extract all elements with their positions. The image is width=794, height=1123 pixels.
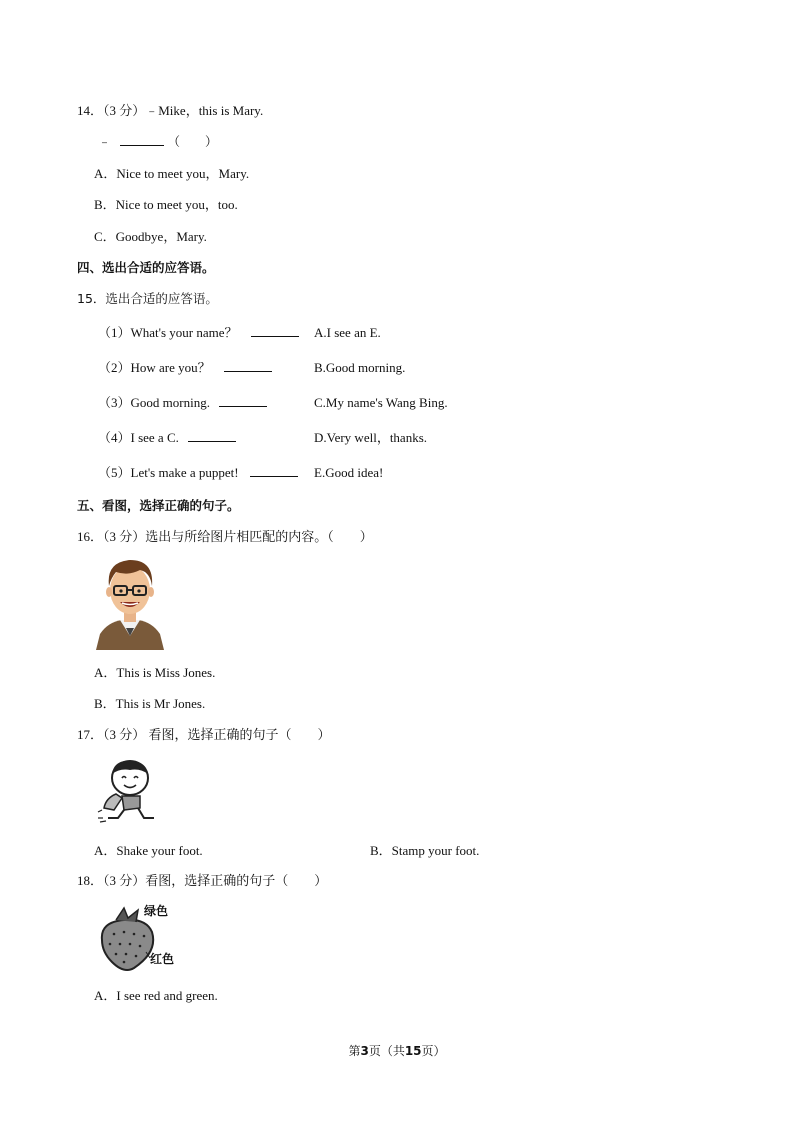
boy-stamping-foot-icon (94, 758, 158, 824)
strawberry-image (94, 902, 184, 974)
q15-left-5-text: （5）Let's make a puppet! (98, 465, 239, 480)
q15-right-b: B.Good morning. (314, 360, 406, 375)
q14-option-c: C．Goodbye，Mary. (94, 229, 207, 244)
q14-blank[interactable] (120, 133, 164, 146)
q14-dash: ﹣ (98, 134, 112, 149)
q15-left-4 (98, 429, 236, 447)
man-with-glasses-image (94, 556, 166, 650)
q15-left-4-text: （4）I see a C. (98, 430, 179, 445)
q15-left-3 (98, 394, 267, 412)
q14-paren: （ ） (167, 134, 218, 149)
footer-mid: 页（共 (368, 1044, 405, 1058)
q18-stem: 18．（3 分）看图，选择正确的句子（ ） (77, 873, 328, 888)
q18-option-a: A．I see red and green. (94, 988, 218, 1003)
q15-right-a: A.I see an E. (314, 325, 381, 340)
q15-right-d: D.Very well，thanks. (314, 430, 428, 445)
footer-prefix: 第 (348, 1044, 361, 1058)
q15-left-1 (98, 324, 299, 342)
q15-left-2 (98, 359, 272, 377)
section4-heading: 四、选出合适的应答语。 (77, 260, 215, 275)
footer-page-number: 3 (360, 1044, 369, 1058)
q15-blank-3[interactable] (219, 394, 267, 407)
q15-left-2-text: （2）How are you？ (98, 360, 211, 375)
man-portrait-icon (94, 556, 166, 650)
q15-blank-1[interactable] (251, 324, 299, 337)
q16-option-a: A．This is Miss Jones. (94, 665, 216, 680)
q15-right-c: C.My name's Wang Bing. (314, 395, 448, 410)
q14-stem: 14．（3 分）﹣Mike，this is Mary. (77, 103, 264, 118)
page-footer (0, 1042, 794, 1059)
q14-option-a: A．Nice to meet you，Mary. (94, 166, 250, 181)
q16-option-b: B．This is Mr Jones. (94, 696, 206, 711)
q17-option-a: A．Shake your foot. (94, 843, 203, 858)
q15-blank-2[interactable] (224, 359, 272, 372)
strawberry-label-red: 红色 (150, 952, 175, 966)
q15-left-1-text: （1）What's your name？ (98, 325, 238, 340)
footer-total-pages: 15 (404, 1044, 422, 1058)
q16-stem: 16．（3 分）选出与所给图片相匹配的内容。（ ） (77, 529, 373, 544)
q14-answer-line (98, 133, 218, 151)
q17-stem: 17．（3 分） 看图，选择正确的句子（ ） (77, 727, 331, 742)
q15-left-3-text: （3）Good morning. (98, 395, 210, 410)
q15-blank-4[interactable] (188, 429, 236, 442)
boy-stamping-image (94, 758, 158, 824)
footer-suffix: 页） (421, 1044, 446, 1058)
q14-option-b: B．Nice to meet you，too. (94, 197, 238, 212)
q17-option-b: B．Stamp your foot. (370, 843, 480, 858)
q15-blank-5[interactable] (250, 464, 298, 477)
q15-right-e: E.Good idea! (314, 465, 384, 480)
strawberry-label-green: 绿色 (144, 904, 169, 918)
q15-left-5 (98, 464, 298, 482)
q15-stem: 15．选出合适的应答语。 (77, 291, 218, 306)
section5-heading: 五、看图，选择正确的句子。 (77, 498, 240, 513)
